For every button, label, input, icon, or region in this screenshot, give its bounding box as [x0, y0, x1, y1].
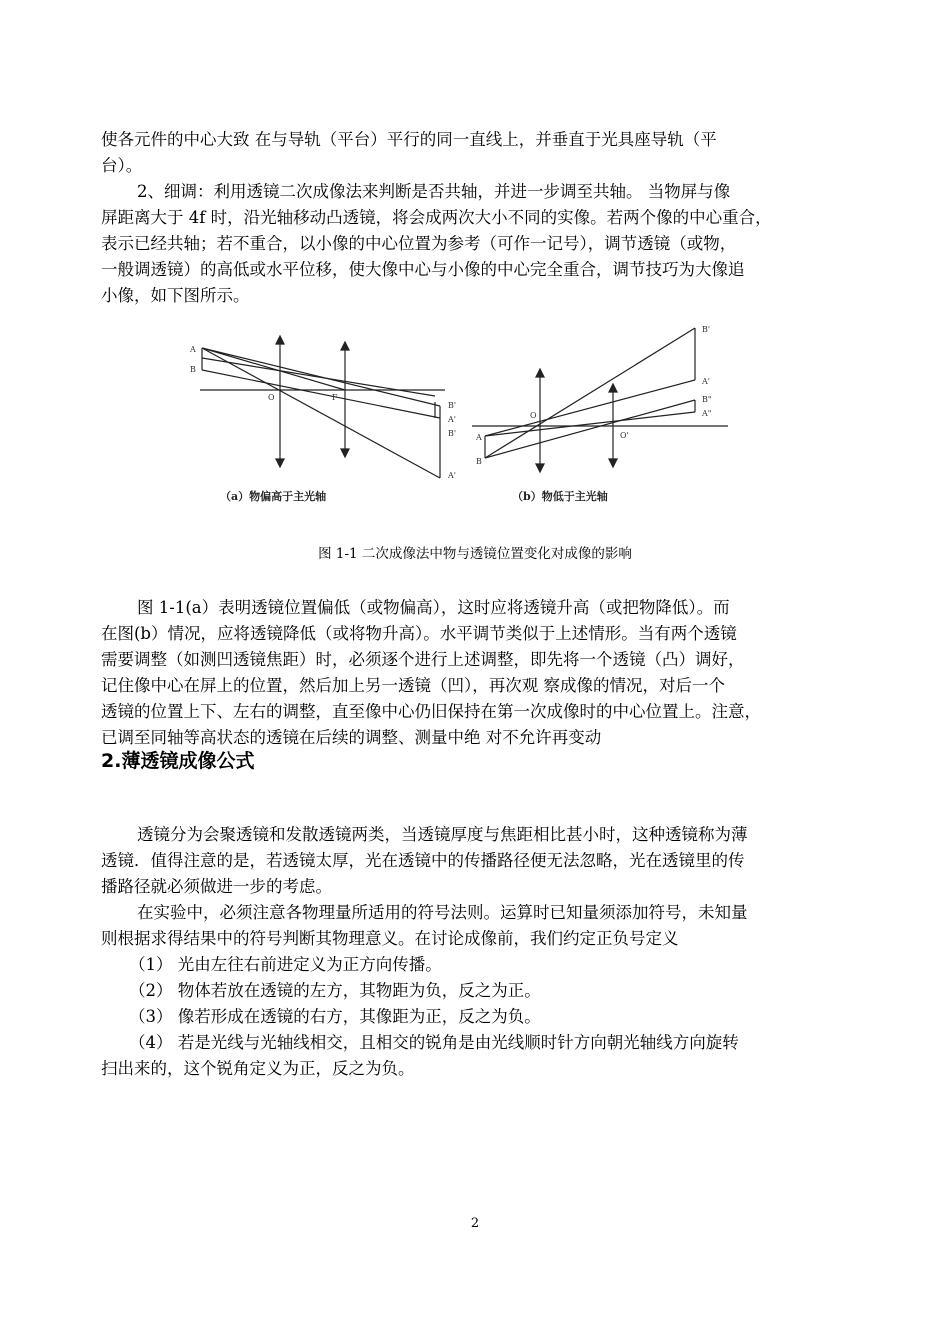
lens-arrow	[609, 384, 617, 392]
label: B'	[702, 325, 711, 334]
panel-a-labels	[189, 345, 456, 503]
text-line: 在图(b）情况，应将透镜降低（或将物升高）。水平调节类似于上述情形。当有两个透镜	[101, 624, 737, 643]
text-line: 表示已经共轴；若不重合，以小像的中心位置为参考（可作一记号），调节透镜（或物，	[101, 234, 737, 253]
ray	[485, 380, 695, 436]
label: O	[268, 393, 275, 402]
section-heading: 2.薄透镜成像公式	[101, 750, 255, 772]
text-line: 已调至同轴等高状态的透镜在后续的调整、测量中绝 对不允许再变动	[101, 728, 602, 747]
label: B	[476, 457, 482, 466]
paragraph-figure-explanation	[101, 595, 861, 751]
label: B'	[448, 401, 457, 410]
paragraph-sign-convention	[101, 900, 861, 952]
sign-rules-list	[101, 952, 861, 1082]
label: O	[530, 411, 537, 420]
text-line: 透镜的位置上下、左右的调整，直至像中心仍旧保持在第一次成像时的中心位置上。注意，	[101, 702, 761, 721]
text-line: 台）。	[101, 156, 143, 175]
text-line: 2、细调：利用透镜二次成像法来判断是否共轴，并进一步调至共轴。 当物屏与像	[137, 182, 731, 201]
panel-a-caption: （a）物偏高于主光轴	[220, 490, 327, 503]
figure-caption: 图 1-1 二次成像法中物与透镜位置变化对成像的影响	[318, 546, 632, 562]
list-item: （1） 光由左往右前进定义为正方向传播。	[129, 955, 442, 974]
list-item: （4） 若是光线与光轴线相交，且相交的锐角是由光线顺时针方向朝光轴线方向旋转	[129, 1033, 739, 1052]
paragraph-alignment	[101, 127, 861, 179]
label: B"	[702, 395, 712, 404]
text-line: 播路径就必须做进一步的考虑。	[101, 877, 332, 896]
ray	[202, 348, 440, 478]
text-line: 在实验中，必须注意各物理量所适用的符号法则。运算时已知量须添加符号，未知量	[137, 903, 748, 922]
text-line: 一般调透镜）的高低或水平位移，使大像中心与小像的中心完全重合，调节技巧为大像追	[101, 260, 745, 279]
list-item-continuation: 扫出来的，这个锐角定义为正，反之为负。	[101, 1059, 415, 1078]
text-line: 透镜分为会聚透镜和发散透镜两类，当透镜厚度与焦距相比甚小时，这种透镜称为薄	[137, 825, 748, 844]
label: A'	[448, 471, 456, 480]
label: A"	[702, 409, 712, 418]
text-line: 使各元件的中心大致 在与导轨（平台）平行的同一直线上，并垂直于光具座导轨（平	[101, 130, 717, 149]
lens-arrow	[536, 464, 544, 472]
label: B	[190, 365, 196, 374]
lens-arrow	[609, 459, 617, 467]
lens-arrow	[276, 336, 284, 344]
label: B'	[448, 429, 457, 438]
label: A	[476, 433, 482, 442]
panel-b-caption: （b）物低于主光轴	[512, 490, 608, 503]
label: A	[190, 345, 196, 354]
label: O'	[620, 431, 629, 440]
paragraph-thin-lens	[101, 822, 861, 900]
list-item: （3） 像若形成在透镜的右方，其像距为正，反之为负。	[129, 1007, 541, 1026]
paragraph-fine-adjust	[101, 179, 861, 309]
lens-arrow	[341, 342, 349, 350]
panel-b	[472, 328, 728, 472]
label: A'	[448, 415, 456, 424]
lens-arrow	[341, 449, 349, 457]
label: F	[332, 393, 338, 402]
text-line: 图 1-1(a）表明透镜位置偏低（或物偏高），这时应将透镜升高（或把物降低）。而	[137, 598, 730, 617]
lens-arrow	[536, 369, 544, 377]
list-item: （2） 物体若放在透镜的左方，其物距为负，反之为正。	[129, 981, 541, 1000]
label: A'	[702, 377, 710, 386]
panel-a	[200, 336, 445, 478]
lens-figure	[180, 318, 740, 518]
text-line: 需要调整（如测凹透镜焦距）时，必须逐个进行上述调整，即先将一个透镜（凸）调好，	[101, 650, 745, 669]
ray	[485, 328, 695, 458]
ray	[485, 400, 695, 458]
text-line: 屏距离大于 4f 时，沿光轴移动凸透镜，将会成两次大小不同的实像。若两个像的中心重合，	[101, 208, 772, 227]
lens-arrow	[276, 459, 284, 467]
text-line: 透镜．值得注意的是，若透镜太厚，光在透镜中的传播路径便无法忽略，光在透镜里的传	[101, 851, 745, 870]
ray	[485, 412, 695, 436]
text-line: 则根据求得结果中的符号判断其物理意义。在讨论成像前，我们约定正负号定义	[101, 929, 679, 948]
text-line: 小像，如下图所示。	[101, 286, 250, 305]
text-line: 记住像中心在屏上的位置，然后加上另一透镜（凹），再次观 察成像的情况，对后一个	[101, 676, 725, 695]
page-number: 2	[470, 1216, 480, 1231]
ray	[202, 348, 345, 390]
